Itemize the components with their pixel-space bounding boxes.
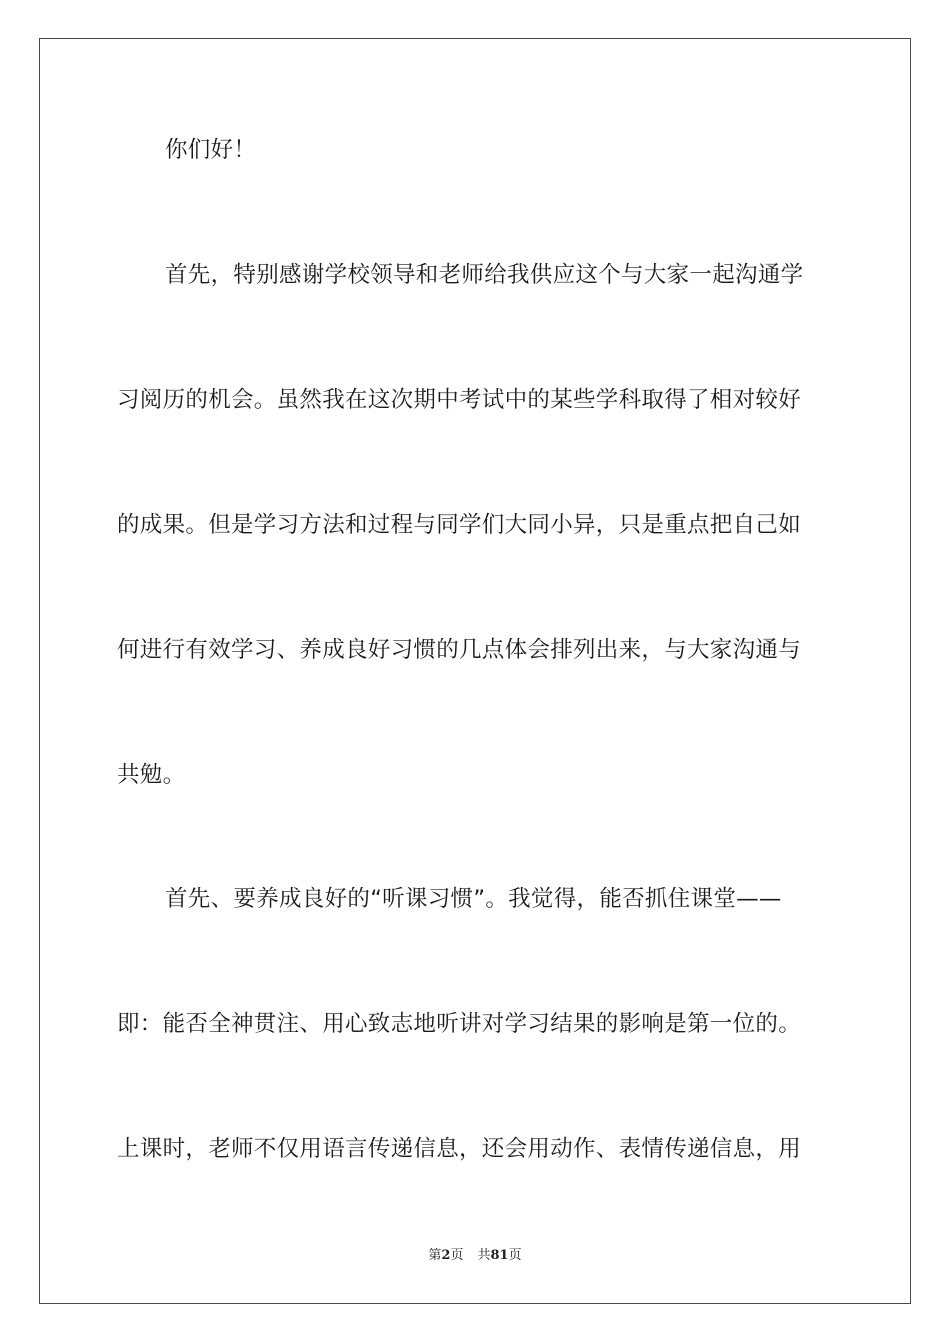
text-line-3: 习阅历的机会。虽然我在这次期中考试中的某些学科取得了相对较好	[117, 387, 802, 413]
text-line-8: 即：能否全神贯注、用心致志地听讲对学习结果的影响是第一位的。	[117, 1011, 802, 1037]
text-line-1: 你们好！	[165, 137, 257, 163]
page-total: 81	[490, 1248, 509, 1263]
text-line-5: 何进行有效学习、养成良好习惯的几点体会排列出来，与大家沟通与	[117, 637, 802, 663]
text-line-9: 上课时，老师不仅用语言传递信息，还会用动作、表情传递信息，用	[117, 1136, 802, 1162]
page-footer	[0, 1247, 950, 1265]
page-current: 2	[441, 1248, 451, 1263]
total-prefix: 共	[477, 1248, 491, 1263]
text-line-7: 首先、要养成良好的“听课习惯”。我觉得，能否抓住课堂——	[165, 886, 782, 912]
text-line-6: 共勉。	[117, 762, 186, 788]
page-prefix: 第	[428, 1248, 442, 1263]
text-line-2: 首先，特别感谢学校领导和老师给我供应这个与大家一起沟通学	[165, 262, 804, 288]
page-frame	[39, 38, 911, 1304]
page-suffix: 页	[450, 1248, 464, 1263]
total-suffix: 页	[508, 1248, 522, 1263]
text-line-4: 的成果。但是学习方法和过程与同学们大同小异，只是重点把自己如	[117, 512, 802, 538]
